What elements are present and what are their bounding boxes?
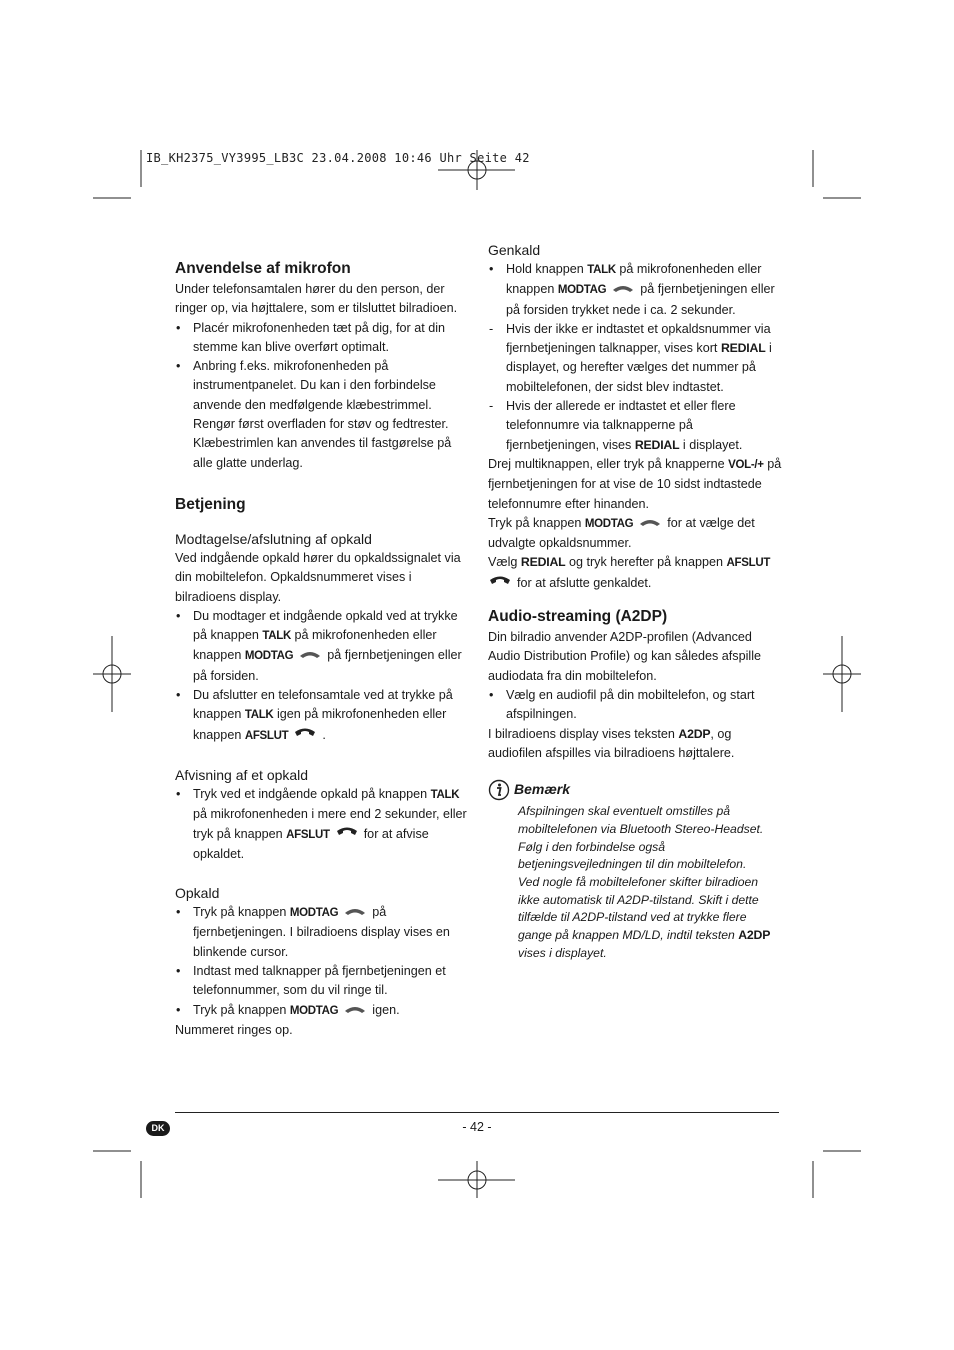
- redial-label: REDIAL: [634, 437, 680, 452]
- list-item: • Du modtager et indgående opkald ved at trykke på knappen TALK på mikrofonenheden eller knappen MODTAG på fjernbetjeningen eller på forsiden.: [175, 607, 470, 686]
- redial-para-3: Vælg REDIAL og tryk herefter på knappen AFSLUT for at afslutte genkaldet.: [488, 553, 783, 593]
- redial-para-1: Drej multiknappen, eller tryk på knapperne VOL-/+ på fjernbetjeningen for at vise de 10 sidst indtastede telefonnumre efter hinanden.: [488, 456, 782, 511]
- print-slug: IB_KH2375_VY3995_LB3C 23.04.2008 10:46 Uhr Seite 42: [146, 151, 530, 165]
- audio-intro: Din bilradio anvender A2DP-profilen (Advanced Audio Distribution Profile) og kan således afspille audiodata fra din mobiltelefon.: [488, 630, 762, 683]
- list-item: - Hvis der ikke er indtastet et opkaldsnummer via fjernbetjeningen talknapper, vises kort REDIAL i displayet, og herefter vælges det nummer på mobiltelefonen, der sidst blev indtastet.: [488, 320, 783, 397]
- heading-redial: Genkald: [488, 242, 541, 258]
- footer-rule: [175, 1112, 779, 1113]
- redial-label: REDIAL: [720, 341, 766, 356]
- modtag-key-label: MODTAG: [584, 517, 634, 530]
- list-item: • Tryk ved et indgående opkald på knappen TALK på mikrofonenheden i mere end 2 sekunder, eller tryk på knappen AFSLUT for at afvise opkaldet.: [175, 785, 470, 864]
- dial-list: [175, 903, 470, 1021]
- list-item: • Tryk på knappen MODTAG på fjernbetjeningen. I bilradioens display vises en blinkende cursor.: [175, 903, 470, 962]
- receive-intro: Ved indgående opkald hører du opkaldssignalet via din mobiltelefon. Opkaldsnummeret vises i bilradioens display.: [175, 550, 461, 604]
- talk-key-label: TALK: [587, 264, 616, 276]
- modtag-key-label: MODTAG: [289, 1004, 339, 1017]
- redial-para-2: Tryk på knappen MODTAG for at vælge det udvalgte opkaldsnummer.: [488, 515, 755, 551]
- afslut-key-label: AFSLUT: [726, 557, 771, 570]
- list-item: • Anbring f.eks. mikrofonenheden på instrumentpanelet. Du kan i den forbindelse anvende den medfølgende klæbestrimmel. Rengør først overfladen for støv og fedtrester. Klæbestrimlen kan anvendes til fastgørelse på alle glatte underlag.: [175, 357, 470, 473]
- list-item: • Indtast med talknapper på fjernbetjeningen et telefonnummer, som du vil ringe til.: [175, 962, 470, 1001]
- info-icon: [488, 779, 510, 807]
- redial-label: REDIAL: [520, 555, 566, 570]
- heading-receive-end-call: Modtagelse/afslutning af opkald: [175, 530, 372, 547]
- audio-para: I bilradioens display vises teksten A2DP, og audiofilen afspilles via bilradioens højttalere.: [488, 726, 735, 760]
- modtag-key-label: MODTAG: [557, 284, 607, 297]
- right-column: [488, 240, 783, 962]
- a2dp-label: A2DP: [738, 928, 771, 943]
- phone-hangup-icon: [335, 825, 359, 844]
- heading-audio-streaming: Audio-streaming (A2DP): [488, 608, 668, 626]
- phone-pickup-icon: [298, 646, 322, 665]
- reject-list: [175, 785, 470, 864]
- a2dp-label: A2DP: [678, 726, 711, 741]
- page-number: - 42 -: [462, 1120, 492, 1134]
- phone-pickup-icon: [343, 1001, 367, 1020]
- note-header: [488, 779, 783, 803]
- phone-pickup-icon: [343, 903, 367, 922]
- afslut-key-label: AFSLUT: [286, 828, 330, 841]
- note-line: Ved nogle få mobiltelefoner skifter bilradioen ikke automatisk til A2DP-tilstand. Skift i dette tilfælde til A2DP-tilstand ved at trykke flere gange på knappen MD/LD, indtil teksten A2DP vises i displayet.: [518, 874, 771, 960]
- talk-key-label: TALK: [262, 630, 291, 643]
- phone-hangup-icon: [293, 726, 317, 745]
- left-column: [175, 258, 470, 1040]
- dial-result: Nummeret ringes op.: [175, 1022, 293, 1037]
- talk-key-label: TALK: [430, 788, 460, 801]
- heading-operation: Betjening: [175, 495, 246, 513]
- audio-list: [488, 686, 783, 725]
- mic-list: [175, 319, 470, 473]
- modtag-key-label: MODTAG: [244, 650, 294, 663]
- list-item: • Tryk på knappen MODTAG igen.: [175, 1001, 470, 1021]
- mic-intro: Under telefonsamtalen hører du den person, der ringer op, via højttalere, som er tilsluttet bilradioen.: [175, 282, 458, 316]
- note-line: Afspilningen skal eventuelt omstilles på mobiltelefonen via Bluetooth Stereo-Headset.: [518, 804, 764, 836]
- list-item: • Hold knappen TALK på mikrofonenheden eller knappen MODTAG på fjernbetjeningen eller på forsiden trykket nede i ca. 2 sekunder.: [488, 260, 783, 320]
- list-item: • Placér mikrofonenheden tæt på dig, for at din stemme kan blive overført optimalt.: [175, 319, 470, 358]
- note-body: [488, 803, 783, 962]
- phone-pickup-icon: [638, 514, 662, 533]
- list-item: • Du afslutter en telefonsamtale ved at trykke på knappen TALK igen på mikrofonenheden eller knappen AFSLUT .: [175, 686, 470, 746]
- list-item: - Hvis der allerede er indtastet et eller flere telefonnumre via talknapperne på fjernbetjeningen, vises REDIAL i displayet.: [488, 397, 783, 455]
- redial-list: [488, 260, 783, 455]
- vol-key-label: VOL-/+: [728, 458, 764, 471]
- country-badge: DK: [146, 1121, 170, 1136]
- note-title: Bemærk: [514, 781, 571, 798]
- talk-key-label: TALK: [244, 709, 274, 722]
- afslut-key-label: AFSLUT: [244, 729, 289, 742]
- heading-dial: Opkald: [175, 885, 220, 902]
- modtag-key-label: MODTAG: [289, 907, 339, 920]
- phone-pickup-icon: [611, 280, 635, 299]
- heading-reject-call: Afvisning af et opkald: [175, 766, 309, 783]
- receive-list: [175, 607, 470, 746]
- phone-hangup-icon: [488, 574, 512, 593]
- heading-microphone: Anvendelse af mikrofon: [175, 260, 351, 277]
- note-line: Følg i den forbindelse også betjeningsvejledningen til din mobiltelefon.: [518, 839, 747, 872]
- list-item: • Vælg en audiofil på din mobiltelefon, og start afspilningen.: [488, 686, 783, 725]
